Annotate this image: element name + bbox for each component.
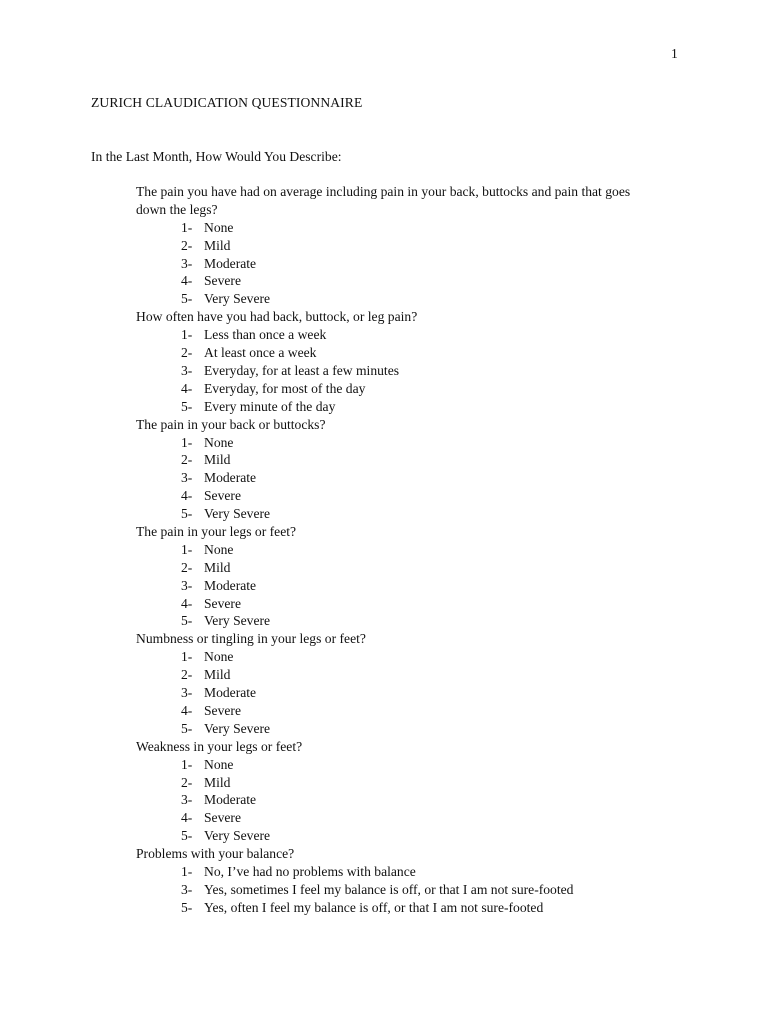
option-number: 3- <box>181 255 193 271</box>
option-number: 3- <box>181 685 193 701</box>
answer-options <box>136 434 676 523</box>
option-number: 5- <box>181 291 193 307</box>
option-label: Very Severe <box>204 291 271 307</box>
question-text: Weakness in your legs or feet? <box>136 738 303 754</box>
option-label: Moderate <box>204 577 257 593</box>
option-label: Moderate <box>204 470 257 486</box>
answer-options <box>136 326 676 415</box>
option-label: Very Severe <box>204 828 271 844</box>
option-label: Everyday, for at least a few minutes <box>204 362 400 378</box>
option-number: 3- <box>181 362 193 378</box>
option-number: 5- <box>181 828 193 844</box>
option-number: 3- <box>181 470 193 486</box>
option-number: 2- <box>181 237 193 253</box>
option-label: Mild <box>204 452 231 468</box>
option-number: 2- <box>181 559 193 575</box>
answer-option <box>136 559 676 577</box>
answer-option <box>136 774 676 792</box>
question-text: Problems with your balance? <box>136 846 295 862</box>
page-number: 1 <box>671 46 678 61</box>
answer-option <box>136 899 676 917</box>
answer-option <box>136 881 676 899</box>
answer-option <box>136 255 676 273</box>
option-label: Severe <box>204 488 241 504</box>
answer-option <box>136 380 676 398</box>
answer-option <box>136 272 676 290</box>
option-number: 1- <box>181 434 193 450</box>
option-number: 5- <box>181 506 193 522</box>
option-number: 4- <box>181 595 193 611</box>
option-number: 4- <box>181 810 193 826</box>
answer-option <box>136 344 676 362</box>
answer-option <box>136 237 676 255</box>
option-number: 1- <box>181 649 193 665</box>
option-label: Less than once a week <box>204 327 327 343</box>
question-text: Numbness or tingling in your legs or feet? <box>136 631 366 647</box>
document-title: ZURICH CLAUDICATION QUESTIONNAIRE <box>91 95 363 110</box>
answer-option <box>136 487 676 505</box>
answer-options <box>136 863 676 917</box>
question-item <box>136 630 676 737</box>
option-label: Moderate <box>204 685 257 701</box>
answer-options <box>136 756 676 845</box>
question-item <box>136 308 676 415</box>
option-number: 1- <box>181 327 193 343</box>
option-label: None <box>204 219 234 235</box>
answer-option <box>136 702 676 720</box>
question-item <box>136 416 676 523</box>
answer-option <box>136 219 676 237</box>
option-label: Very Severe <box>204 720 271 736</box>
answer-option <box>136 648 676 666</box>
answer-option <box>136 469 676 487</box>
question-text: The pain in your back or buttocks? <box>136 416 326 432</box>
option-label: Every minute of the day <box>204 398 336 414</box>
option-label: None <box>204 434 234 450</box>
option-label: Moderate <box>204 255 257 271</box>
answer-option <box>136 666 676 684</box>
option-number: 4- <box>181 488 193 504</box>
option-label: Severe <box>204 810 241 826</box>
question-item <box>136 523 676 630</box>
question-item <box>136 183 676 308</box>
question-text: The pain you have had on average including pain in your back, buttocks and pain that goes down the legs? <box>136 184 631 217</box>
answer-option <box>136 827 676 845</box>
option-label: Mild <box>204 559 231 575</box>
answer-option <box>136 791 676 809</box>
option-number: 5- <box>181 398 193 414</box>
option-number: 5- <box>181 720 193 736</box>
option-number: 5- <box>181 899 193 915</box>
option-number: 3- <box>181 881 193 897</box>
answer-options <box>136 648 676 737</box>
option-label: Yes, sometimes I feel my balance is off, or that I am not sure-footed <box>204 881 574 897</box>
option-label: Moderate <box>204 792 257 808</box>
option-label: At least once a week <box>204 345 317 361</box>
option-label: Very Severe <box>204 613 271 629</box>
answer-option <box>136 434 676 452</box>
option-label: Severe <box>204 702 241 718</box>
answer-option <box>136 398 676 416</box>
answer-options <box>136 541 676 630</box>
option-label: None <box>204 756 234 772</box>
answer-options <box>136 219 676 308</box>
option-number: 4- <box>181 380 193 396</box>
option-number: 2- <box>181 667 193 683</box>
answer-option <box>136 451 676 469</box>
option-label: Yes, often I feel my balance is off, or that I am not sure-footed <box>204 899 544 915</box>
answer-option <box>136 863 676 881</box>
option-number: 3- <box>181 577 193 593</box>
option-number: 2- <box>181 345 193 361</box>
option-number: 1- <box>181 756 193 772</box>
answer-option <box>136 756 676 774</box>
option-number: 2- <box>181 452 193 468</box>
answer-option <box>136 541 676 559</box>
option-label: Very Severe <box>204 506 271 522</box>
answer-option <box>136 720 676 738</box>
option-label: Mild <box>204 237 231 253</box>
question-item <box>136 738 676 845</box>
option-label: Everyday, for most of the day <box>204 380 366 396</box>
option-number: 1- <box>181 541 193 557</box>
document-intro: In the Last Month, How Would You Describe: <box>91 149 342 164</box>
question-item <box>136 845 676 917</box>
option-label: No, I’ve had no problems with balance <box>204 863 416 879</box>
option-number: 4- <box>181 273 193 289</box>
option-number: 3- <box>181 792 193 808</box>
option-label: Severe <box>204 273 241 289</box>
answer-option <box>136 505 676 523</box>
answer-option <box>136 612 676 630</box>
option-number: 5- <box>181 613 193 629</box>
answer-option <box>136 362 676 380</box>
option-number: 2- <box>181 774 193 790</box>
option-label: Severe <box>204 595 241 611</box>
answer-option <box>136 809 676 827</box>
answer-option <box>136 577 676 595</box>
option-number: 4- <box>181 702 193 718</box>
option-number: 1- <box>181 219 193 235</box>
answer-option <box>136 290 676 308</box>
option-label: Mild <box>204 667 231 683</box>
option-label: None <box>204 649 234 665</box>
answer-option <box>136 595 676 613</box>
option-label: Mild <box>204 774 231 790</box>
answer-option <box>136 684 676 702</box>
option-label: None <box>204 541 234 557</box>
answer-option <box>136 326 676 344</box>
question-text: How often have you had back, buttock, or leg pain? <box>136 309 418 325</box>
questions-list <box>136 183 676 917</box>
option-number: 1- <box>181 863 193 879</box>
question-text: The pain in your legs or feet? <box>136 523 297 539</box>
